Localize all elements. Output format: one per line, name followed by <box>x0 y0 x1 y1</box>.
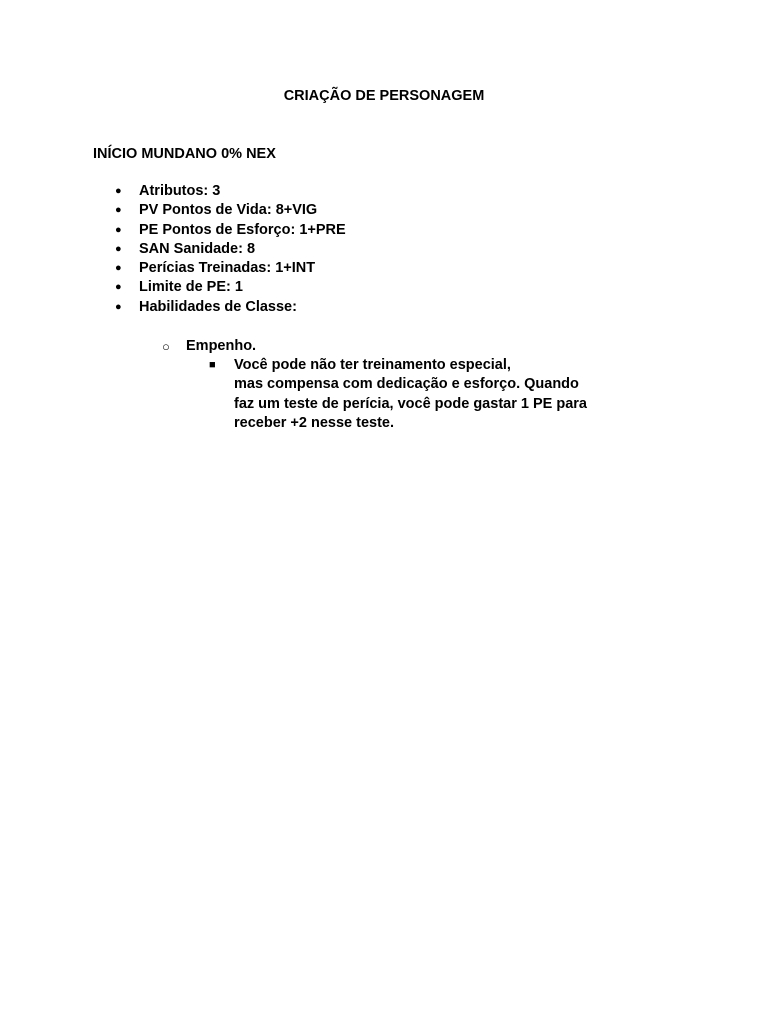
bullet-icon: ● <box>115 262 122 275</box>
bullet-icon: ● <box>115 281 122 294</box>
stat-pe-limit: Limite de PE: 1 <box>139 279 243 296</box>
section-heading: INÍCIO MUNDANO 0% NEX <box>93 146 276 162</box>
ability-description-line: faz um teste de perícia, você pode gastar 1 PE para <box>234 395 587 412</box>
bullet-icon: ● <box>115 300 122 313</box>
bullet-icon: ● <box>115 242 122 255</box>
stat-effort-points: PE Pontos de Esforço: 1+PRE <box>139 221 346 238</box>
stat-sanity: SAN Sanidade: 8 <box>139 240 256 257</box>
ability-name: Empenho. <box>186 338 257 354</box>
stat-class-abilities: Habilidades de Classe: <box>139 298 297 315</box>
circle-bullet-icon: ○ <box>162 339 170 354</box>
bullet-icon: ● <box>115 204 122 217</box>
ability-description-line: Você pode não ter treinamento especial, <box>234 357 511 373</box>
bullet-icon: ● <box>115 223 122 236</box>
bullet-icon: ● <box>115 185 122 197</box>
square-bullet-icon: ■ <box>209 359 216 371</box>
stat-trained-skills: Perícias Treinadas: 1+INT <box>139 260 316 277</box>
stat-hit-points: PV Pontos de Vida: 8+VIG <box>139 202 318 219</box>
ability-description-line: receber +2 nesse teste. <box>234 414 395 431</box>
stat-attributes: Atributos: 3 <box>139 183 221 199</box>
ability-description-line: mas compensa com dedicação e esforço. Quando <box>234 376 579 393</box>
page-title: CRIAÇÃO DE PERSONAGEM <box>283 88 485 104</box>
